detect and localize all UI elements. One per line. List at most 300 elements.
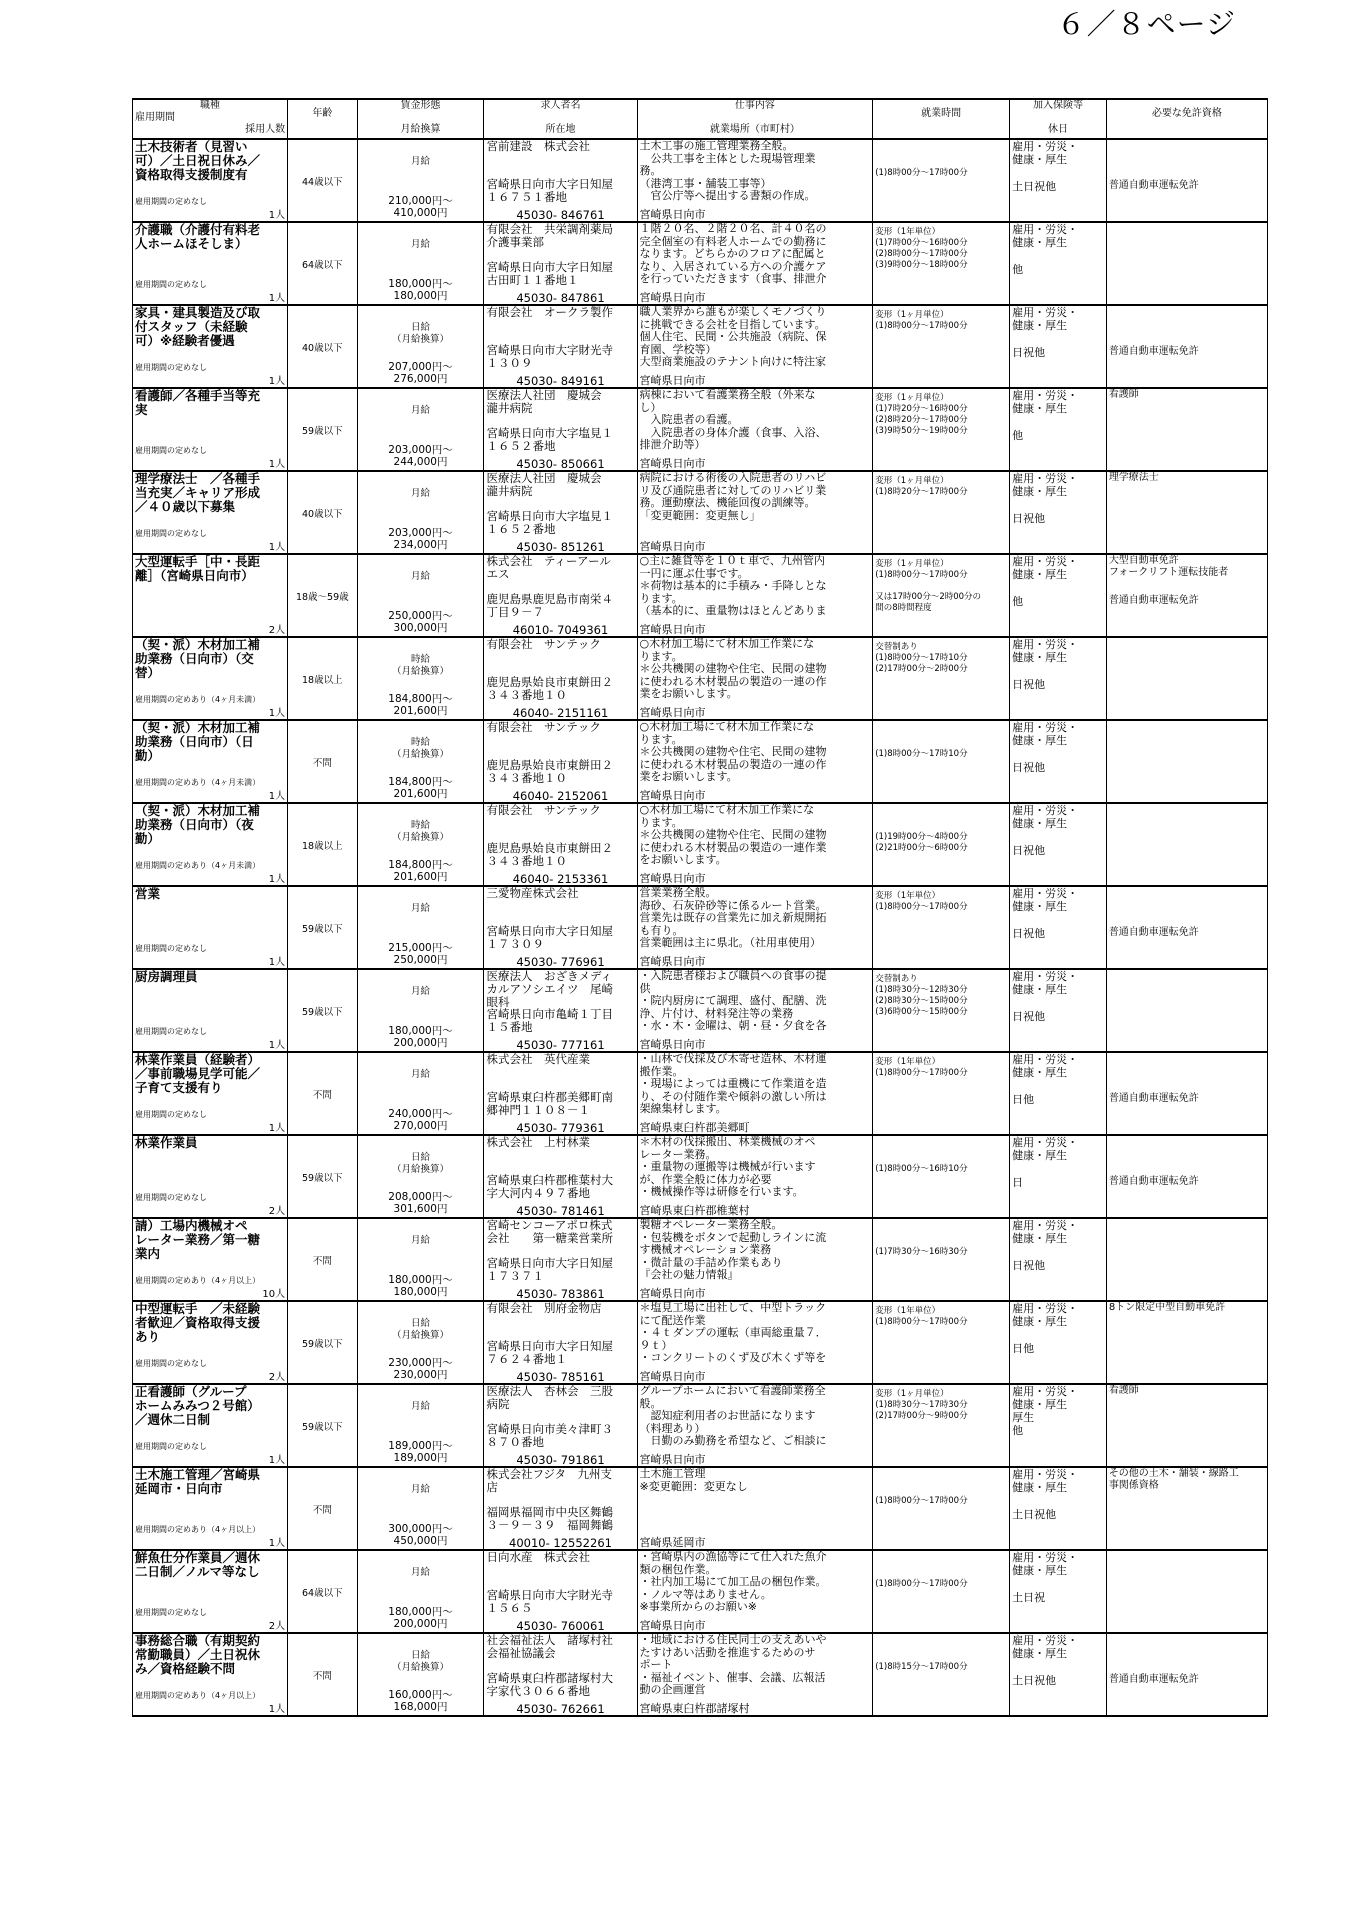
holidays: 日祝他 <box>1012 844 1046 857</box>
table-row <box>133 305 1268 388</box>
insurance: 雇用・労災・ 健康・厚生 <box>1012 472 1079 498</box>
company-address: 宮崎県日向市大字財光寺 １３０９ <box>486 343 613 370</box>
company-address: 宮崎県日向市大字日知屋 １７３０９ <box>486 924 613 951</box>
header-wage <box>357 99 484 139</box>
job-number: 45030- 785161 <box>516 1370 605 1384</box>
age-cell <box>288 554 357 637</box>
insurance-cell <box>1010 1384 1107 1467</box>
hours-cell <box>873 1135 1010 1218</box>
license-cell <box>1106 222 1267 305</box>
wage-range: 184,800円～ 201,600円 <box>388 693 453 717</box>
job-title: 看護師／各種手当等充 実 <box>135 388 261 417</box>
employment-period: 雇用期間の定めなし <box>135 197 207 206</box>
employer-cell <box>484 222 637 305</box>
insurance: 雇用・労災・ 健康・厚生 <box>1012 555 1079 581</box>
wage-range: 184,800円～ 201,600円 <box>388 776 453 800</box>
license-cell <box>1106 1052 1267 1135</box>
company-name: 医療法人 おざきメディ カルアソシエイツ 尾崎 眼科 <box>486 969 613 1009</box>
hours-cell <box>873 471 1010 554</box>
insurance: 雇用・労災・ 健康・厚生 <box>1012 1302 1079 1328</box>
job-cell <box>133 720 288 803</box>
wage-cell <box>357 720 484 803</box>
wage-type: 月給 <box>411 405 431 416</box>
table-row <box>133 1218 1268 1301</box>
holidays: 土日祝他 <box>1012 180 1057 193</box>
work-hours: (1)8時00分～17時00分 <box>875 1579 968 1589</box>
header-address: 所在地 <box>545 124 576 135</box>
hire-count: 1人 <box>268 1040 286 1051</box>
job-cell <box>133 1135 288 1218</box>
wage-cell <box>357 139 484 222</box>
hire-count: 1人 <box>268 708 286 719</box>
wage-cell <box>357 1633 484 1716</box>
company-name: 有限会社 サンテック <box>486 720 601 734</box>
company-address: 宮崎県日向市大字財光寺 １５６５ <box>486 1588 613 1615</box>
hours-cell <box>873 554 1010 637</box>
wage-type: 月給 <box>411 1401 431 1412</box>
work-cell <box>637 388 873 471</box>
work-hours-detail: 変形（1年単位） (1)7時00分～16時00分 (2)8時00分～17時00分 (3)9時00分～18時00分 <box>875 227 968 270</box>
license-cell <box>1106 1135 1267 1218</box>
job-title: （契・派）木材加工補 助業務（日向市）（夜 勤） <box>135 803 261 846</box>
required-license: 普通自動車運転免許 <box>1108 927 1199 938</box>
hire-count: 1人 <box>268 542 286 553</box>
job-description: ○主に雑貨等を１０ｔ車で、九州管内 一円に運ぶ仕事です。 ＊荷物は基本的に手積み・手降しとな ります。 （基本的に、重量物はほとんどありま <box>639 555 827 617</box>
wage-type: 月給 <box>411 571 431 582</box>
age-cell <box>288 1550 357 1633</box>
company-address: 鹿児島県鹿児島市南栄４ 丁目９－７ <box>486 592 613 619</box>
age-limit: 不問 <box>312 1089 332 1101</box>
hire-count: 1人 <box>268 1123 286 1134</box>
hire-count: 1人 <box>268 1704 286 1715</box>
employer-cell <box>484 1633 637 1716</box>
age-cell <box>288 637 357 720</box>
job-cell <box>133 1550 288 1633</box>
header-monthly: 月給換算 <box>400 124 441 135</box>
company-name: 医療法人社団 慶城会 瀧井病院 <box>486 471 602 498</box>
company-address: 宮崎県日向市大字塩見１ １６５２番地 <box>486 509 613 536</box>
wage-type: 日給 （月給換算） <box>392 1318 450 1341</box>
job-description: ・入院患者様および職員への食事の提 供 ・院内厨房にて調理、盛付、配膳、洗 浄、片付け、材料発注等の業務 ・水・木・金曜は、朝・昼・夕食を各 <box>639 970 827 1032</box>
table-row <box>133 1384 1268 1467</box>
insurance-cell <box>1010 637 1107 720</box>
company-address: 宮崎県日向市大字日知屋 １７３７１ <box>486 1256 613 1283</box>
company-address: 宮崎県日向市大字塩見１ １６５２番地 <box>486 426 613 453</box>
company-name: 有限会社 オークラ製作 <box>486 305 613 319</box>
wage-type: 月給 <box>411 239 431 250</box>
wage-type: 月給 <box>411 903 431 914</box>
wage-range: 180,000円～ 180,000円 <box>388 1274 453 1298</box>
job-title: 鮮魚仕分作業員／週休 二日制／ノルマ等なし <box>135 1550 261 1579</box>
work-location: 宮崎県日向市 <box>639 1287 706 1300</box>
company-name: 株式会社 英代産業 <box>486 1052 590 1066</box>
insurance: 雇用・労災・ 健康・厚生 <box>1012 1551 1079 1577</box>
header-employer-name: 求人者名 <box>540 100 581 111</box>
wage-cell <box>357 1384 484 1467</box>
age-limit: 40歳以下 <box>302 508 343 520</box>
age-limit: 不問 <box>312 757 332 769</box>
table-row <box>133 637 1268 720</box>
job-description: 土木施工管理 ※変更範囲：変更なし <box>639 1468 748 1493</box>
wage-cell <box>357 969 484 1052</box>
job-title: 家具・建具製造及び取 付スタッフ（未経験 可）※経験者優遇 <box>135 305 261 348</box>
job-cell <box>133 1052 288 1135</box>
insurance: 雇用・労災・ 健康・厚生 <box>1012 887 1079 913</box>
company-address: 宮崎県東臼杵郡諸塚村大 字家代３０６６番地 <box>486 1671 613 1698</box>
job-description: ＊塩見工場に出社して、中型トラック にて配送作業 ・４ｔダンプの運転（車両総重量７． ９ｔ） ・コンクリートのくず及び木くず等を <box>639 1302 827 1364</box>
age-cell <box>288 222 357 305</box>
age-cell <box>288 388 357 471</box>
employment-period: 雇用期間の定めなし <box>135 1359 207 1368</box>
work-hours: (1)8時15分～17時00分 <box>875 1662 968 1672</box>
holidays: 日祝他 <box>1012 346 1046 359</box>
company-name: 日向水産 株式会社 <box>486 1550 590 1564</box>
job-title: 林業作業員（経験者） ／事前職場見学可能／ 子育て支援有り <box>135 1052 261 1095</box>
hire-count: 1人 <box>268 1538 286 1549</box>
employer-cell <box>484 1384 637 1467</box>
insurance-cell <box>1010 720 1107 803</box>
work-hours: (1)8時00分～17時10分 <box>875 749 968 759</box>
required-license: 普通自動車運転免許 <box>1108 346 1199 357</box>
work-cell <box>637 1467 873 1550</box>
wage-range: 215,000円～ 250,000円 <box>388 942 453 966</box>
employer-cell <box>484 1218 637 1301</box>
hours-cell <box>873 1384 1010 1467</box>
work-hours-detail: 変形（1年単位） (1)8時00分～17時00分 <box>875 891 968 912</box>
table-row <box>133 554 1268 637</box>
company-name: 株式会社 ティーアール エス <box>486 554 611 581</box>
header-work <box>637 99 873 139</box>
table-row <box>133 1301 1268 1384</box>
employment-period: 雇用期間の定めなし <box>135 1110 207 1119</box>
required-license: 普通自動車運転免許 <box>1108 1176 1199 1187</box>
wage-type: 時給 （月給換算） <box>392 820 450 843</box>
table-row <box>133 720 1268 803</box>
job-listing-table <box>132 98 1268 1717</box>
employment-period: 雇用期間の定めあり（4ヶ月以上） <box>135 1691 261 1700</box>
insurance-cell <box>1010 969 1107 1052</box>
insurance: 雇用・労災・ 健康・厚生 <box>1012 223 1079 249</box>
employment-period: 雇用期間の定めあり（4ヶ月以上） <box>135 1525 261 1534</box>
wage-type: 日給 （月給換算） <box>392 1152 450 1175</box>
age-cell <box>288 720 357 803</box>
job-cell <box>133 139 288 222</box>
work-hours-detail: 交替制あり (1)8時00分～17時10分 (2)17時00分～2時00分 <box>875 642 968 674</box>
company-address: 宮崎県日向市美々津町３ ８７０番地 <box>486 1422 613 1449</box>
wage-cell <box>357 471 484 554</box>
employer-cell <box>484 803 637 886</box>
holidays: 日祝他 <box>1012 1259 1046 1272</box>
work-cell <box>637 554 873 637</box>
wage-cell <box>357 637 484 720</box>
work-cell <box>637 139 873 222</box>
job-title: （契・派）木材加工補 助業務（日向市）（交 替） <box>135 637 261 680</box>
license-cell <box>1106 720 1267 803</box>
work-cell <box>637 1052 873 1135</box>
employer-cell <box>484 1052 637 1135</box>
work-cell <box>637 803 873 886</box>
employment-period: 雇用期間の定めなし <box>135 1442 207 1451</box>
required-license-primary: 看護師 <box>1108 389 1139 400</box>
header-license <box>1106 99 1267 139</box>
header-hours <box>873 99 1010 139</box>
required-license-primary: 理学療法士 <box>1108 472 1159 483</box>
job-number: 45030- 783861 <box>516 1287 605 1301</box>
wage-range: 184,800円～ 201,600円 <box>388 859 453 883</box>
job-description: ＊木材の伐採搬出、林業機械のオペ レーター業務。 ・重量物の運搬等は機械が行います が、作業全般に体力が必要 ・機械操作等は研修を行います。 <box>639 1136 816 1198</box>
job-cell <box>133 637 288 720</box>
employment-period: 雇用期間の定めあり（4ヶ月未満） <box>135 778 261 787</box>
company-address: 宮崎県東臼杵郡椎葉村大 字大河内４９７番地 <box>486 1173 613 1200</box>
company-name: 三愛物産株式会社 <box>486 886 579 900</box>
hours-cell <box>873 1218 1010 1301</box>
wage-range: 300,000円～ 450,000円 <box>388 1523 453 1547</box>
hire-count: 1人 <box>268 1455 286 1466</box>
wage-type: 月給 <box>411 156 431 167</box>
job-description: １階２０名、２階２０名、計４０名の 完全個室の有料老人ホームでの勤務に なります。どちらかのフロアに配属と なり、入居されている方への介護ケア を行っていただきます（食事、排泄介 <box>639 223 827 285</box>
age-limit: 44歳以下 <box>302 176 343 188</box>
employer-cell <box>484 388 637 471</box>
wage-range: 180,000円～ 180,000円 <box>388 278 453 302</box>
wage-type: 時給 （月給換算） <box>392 654 450 677</box>
wage-type: 時給 （月給換算） <box>392 737 450 760</box>
employment-period: 雇用期間の定めなし <box>135 529 207 538</box>
employer-cell <box>484 1467 637 1550</box>
insurance: 雇用・労災・ 健康・厚生 <box>1012 1219 1079 1245</box>
job-description: ・地域における住民同士の支えあいや たすけあい活動を推進するためのサ ポート ・福祉イベント、催事、会議、広報活 動の企画運営 <box>639 1634 827 1696</box>
wage-cell <box>357 305 484 388</box>
job-title: 営業 <box>135 886 161 901</box>
work-location: 宮崎県東臼杵郡美郷町 <box>639 1121 750 1134</box>
insurance-cell <box>1010 886 1107 969</box>
insurance: 雇用・労災・ 健康・厚生 <box>1012 389 1079 415</box>
header-location: 就業場所（市町村） <box>709 124 800 135</box>
wage-range: 203,000円～ 244,000円 <box>388 444 453 468</box>
job-title: 事務総合職（有期契約 常勤職員）／土日祝休 み／資格経験不問 <box>135 1633 261 1676</box>
company-name: 医療法人 杏林会 三股 病院 <box>486 1384 613 1411</box>
work-cell <box>637 1384 873 1467</box>
required-license-primary: 8トン限定中型自動車免許 <box>1108 1302 1226 1313</box>
job-number: 45030- 779361 <box>516 1121 605 1135</box>
work-cell <box>637 1218 873 1301</box>
job-description: 製糖オペレーター業務全般。 ・包装機をボタンで起動しラインに流 す機械オペレーション業務 ・微計量の手詰め作業もあり 『会社の魅力情報』 <box>639 1219 827 1281</box>
age-cell <box>288 305 357 388</box>
table-row <box>133 139 1268 222</box>
insurance-cell <box>1010 1135 1107 1218</box>
job-number: 45030- 791861 <box>516 1453 605 1467</box>
job-cell <box>133 305 288 388</box>
employment-period: 雇用期間の定めあり（4ヶ月以上） <box>135 1276 261 1285</box>
wage-type: 月給 <box>411 488 431 499</box>
work-location: 宮崎県日向市 <box>639 955 706 968</box>
company-address: 宮崎県日向市大字日知屋 古田町１１番地１ <box>486 260 613 287</box>
insurance: 雇用・労災・ 健康・厚生 厚生 他 <box>1012 1385 1079 1437</box>
job-cell <box>133 554 288 637</box>
holidays: 日祝他 <box>1012 761 1046 774</box>
holidays: 日祝他 <box>1012 927 1046 940</box>
required-license: 普通自動車運転免許 <box>1108 1674 1199 1685</box>
employment-period: 雇用期間の定めなし <box>135 944 207 953</box>
wage-range: 208,000円～ 301,600円 <box>388 1191 453 1215</box>
holidays: 日他 <box>1012 1342 1035 1355</box>
insurance-cell <box>1010 388 1107 471</box>
work-location: 宮崎県日向市 <box>639 789 706 802</box>
work-location: 宮崎県日向市 <box>639 540 706 553</box>
required-license-primary: 看護師 <box>1108 1385 1139 1396</box>
company-name: 有限会社 サンテック <box>486 637 601 651</box>
required-license-primary: 大型自動車免許 フォークリフト運転技能者 <box>1108 555 1229 578</box>
hire-count: 2人 <box>268 625 286 636</box>
table-row <box>133 1633 1268 1716</box>
holidays: 他 <box>1012 429 1024 442</box>
work-location: 宮崎県東臼杵郡諸塚村 <box>639 1702 750 1715</box>
insurance: 雇用・労災・ 健康・厚生 <box>1012 1634 1079 1660</box>
age-cell <box>288 886 357 969</box>
insurance: 雇用・労災・ 健康・厚生 <box>1012 1136 1079 1162</box>
wage-range: 207,000円～ 276,000円 <box>388 361 453 385</box>
hours-cell <box>873 1301 1010 1384</box>
work-location: 宮崎県日向市 <box>639 1038 706 1051</box>
insurance-cell <box>1010 1218 1107 1301</box>
job-cell <box>133 471 288 554</box>
header-employer <box>484 99 637 139</box>
header-age-label: 年齢 <box>312 108 333 119</box>
employer-cell <box>484 1135 637 1218</box>
age-limit: 59歳以下 <box>302 1172 343 1184</box>
job-cell <box>133 1633 288 1716</box>
age-limit: 59歳以下 <box>302 425 343 437</box>
work-location: 宮崎県日向市 <box>639 208 706 221</box>
wage-cell <box>357 1550 484 1633</box>
employment-period: 雇用期間の定めあり（4ヶ月未満） <box>135 861 261 870</box>
age-cell <box>288 1301 357 1384</box>
age-limit: 18歳以上 <box>302 674 343 686</box>
hours-cell <box>873 1467 1010 1550</box>
employer-cell <box>484 886 637 969</box>
work-cell <box>637 720 873 803</box>
work-cell <box>637 886 873 969</box>
insurance: 雇用・労災・ 健康・厚生 <box>1012 1053 1079 1079</box>
holidays: 他 <box>1012 595 1024 608</box>
wage-range: 210,000円～ 410,000円 <box>388 195 453 219</box>
required-license-primary: その他の土木・舗装・線路工 事関係資格 <box>1108 1468 1239 1491</box>
age-cell <box>288 1135 357 1218</box>
work-hours: (1)19時00分～4時00分 (2)21時00分～6時00分 <box>875 832 968 853</box>
employment-period: 雇用期間の定めなし <box>135 446 207 455</box>
hire-count: 1人 <box>268 874 286 885</box>
table-row <box>133 1467 1268 1550</box>
license-cell <box>1106 1384 1267 1467</box>
header-hours-label: 就業時間 <box>921 108 962 119</box>
holidays: 日他 <box>1012 1093 1035 1106</box>
insurance-cell <box>1010 554 1107 637</box>
job-description: ・山林で伐採及び木寄せ造林、木材運 搬作業。 ・現場によっては重機にて作業道を造 り、その付随作業や傾斜の激しい所は 架線集材します。 <box>639 1053 827 1115</box>
work-location: 宮崎県日向市 <box>639 1453 706 1466</box>
job-cell <box>133 1301 288 1384</box>
company-address: 鹿児島県姶良市東餅田２ ３４３番地１０ <box>486 758 613 785</box>
age-limit: 18歳以上 <box>302 840 343 852</box>
hire-count: 2人 <box>268 1372 286 1383</box>
job-title: 大型運転手［中・長距 離］（宮崎県日向市） <box>135 554 261 583</box>
work-hours: (1)8時00分～16時10分 <box>875 1164 968 1174</box>
age-limit: 不問 <box>312 1504 332 1516</box>
company-name: 宮崎センコーアポロ株式 会社 第一糖業営業所 <box>486 1218 613 1245</box>
table-row <box>133 1550 1268 1633</box>
job-cell <box>133 1218 288 1301</box>
company-name: 社会福祉法人 諸塚村社 会福祉協議会 <box>486 1633 613 1660</box>
hire-count: 10人 <box>262 1289 286 1300</box>
age-limit: 不問 <box>312 1255 332 1267</box>
work-hours-detail: 変形（1年単位） (1)8時00分～17時00分 <box>875 1306 968 1327</box>
employment-period: 雇用期間の定めなし <box>135 280 207 289</box>
company-address: 宮崎県日向市大字日知屋 １６７５１番地 <box>486 177 613 204</box>
wage-range: 180,000円～ 200,000円 <box>388 1606 453 1630</box>
insurance: 雇用・労災・ 健康・厚生 <box>1012 970 1079 996</box>
work-cell <box>637 969 873 1052</box>
age-cell <box>288 1052 357 1135</box>
page-number: ６／８ページ <box>1056 7 1236 41</box>
work-location: 宮崎県日向市 <box>639 1370 706 1383</box>
job-number: 45030- 762661 <box>516 1702 605 1716</box>
company-address: 宮崎県日向市大字日知屋 ７６２４番地１ <box>486 1339 613 1366</box>
age-limit: 64歳以下 <box>302 259 343 271</box>
work-hours-detail: 変形（1ヶ月単位） (1)7時20分～16時00分 (2)8時20分～17時00分 (3)9時50分～19時00分 <box>875 393 968 436</box>
hours-cell <box>873 1550 1010 1633</box>
job-description: ○木材加工場にて材木加工作業にな ります。 ＊公共機関の建物や住宅、民間の建物 に使われる木材製品の製造の一連の作 業をお願いします。 <box>639 638 827 700</box>
job-number: 46040- 2151161 <box>512 706 609 720</box>
employment-period: 雇用期間の定めなし <box>135 1027 207 1036</box>
company-address: 鹿児島県姶良市東餅田２ ３４３番地１０ <box>486 675 613 702</box>
age-limit: 59歳以下 <box>302 923 343 935</box>
job-title: 請）工場内機械オペ レーター業務／第一糖 業内 <box>135 1218 261 1261</box>
work-hours-detail: 変形（1ヶ月単位） (1)8時00分～17時00分 又は17時00分～2時00分の 間の8時間程度 <box>875 559 982 613</box>
employer-cell <box>484 969 637 1052</box>
insurance: 雇用・労災・ 健康・厚生 <box>1012 140 1079 166</box>
job-number: 45030- 847861 <box>516 291 605 305</box>
work-location: 宮崎県日向市 <box>639 457 706 470</box>
job-number: 46010- 7049361 <box>512 623 609 637</box>
work-cell <box>637 1633 873 1716</box>
job-number: 45030- 777161 <box>516 1038 605 1052</box>
wage-range: 160,000円～ 168,000円 <box>388 1689 453 1713</box>
job-title: 林業作業員 <box>135 1135 198 1150</box>
work-location: 宮崎県日向市 <box>639 291 706 304</box>
header-age <box>288 99 357 139</box>
license-cell <box>1106 969 1267 1052</box>
wage-type: 日給 （月給換算） <box>392 322 450 345</box>
job-number: 45030- 849161 <box>516 374 605 388</box>
job-description: 職人業界から誰もが楽しくモノづくり に挑戦できる会社を目指しています。 個人住宅、民間・公共施設（病院、保 育園、学校等） 大型商業施設のテナント向けに特注家 <box>639 306 827 368</box>
header-insurance <box>1010 99 1107 139</box>
work-cell <box>637 1135 873 1218</box>
hire-count: 1人 <box>268 376 286 387</box>
job-cell <box>133 222 288 305</box>
hire-count: 1人 <box>268 210 286 221</box>
work-cell <box>637 1550 873 1633</box>
wage-cell <box>357 388 484 471</box>
age-cell <box>288 803 357 886</box>
holidays: 日 <box>1012 1176 1024 1189</box>
wage-cell <box>357 803 484 886</box>
company-name: 医療法人社団 慶城会 瀧井病院 <box>486 388 602 415</box>
age-cell <box>288 1384 357 1467</box>
job-description: ○木材加工場にて材木加工作業にな ります。 ＊公共機関の建物や住宅、民間の建物 に使われる木材製品の製造の一連の作 業をお願いします。 <box>639 721 827 783</box>
work-hours: (1)8時00分～17時00分 <box>875 168 968 178</box>
job-description: グループホームにおいて看護師業務全 般。 認知症利用者のお世話になります （料理あり） 日勤のみ勤務を希望など、ご相談に <box>639 1385 827 1447</box>
work-hours: (1)7時30分～16時30分 <box>875 1247 968 1257</box>
employer-cell <box>484 637 637 720</box>
job-number: 46040- 2152061 <box>512 789 609 803</box>
